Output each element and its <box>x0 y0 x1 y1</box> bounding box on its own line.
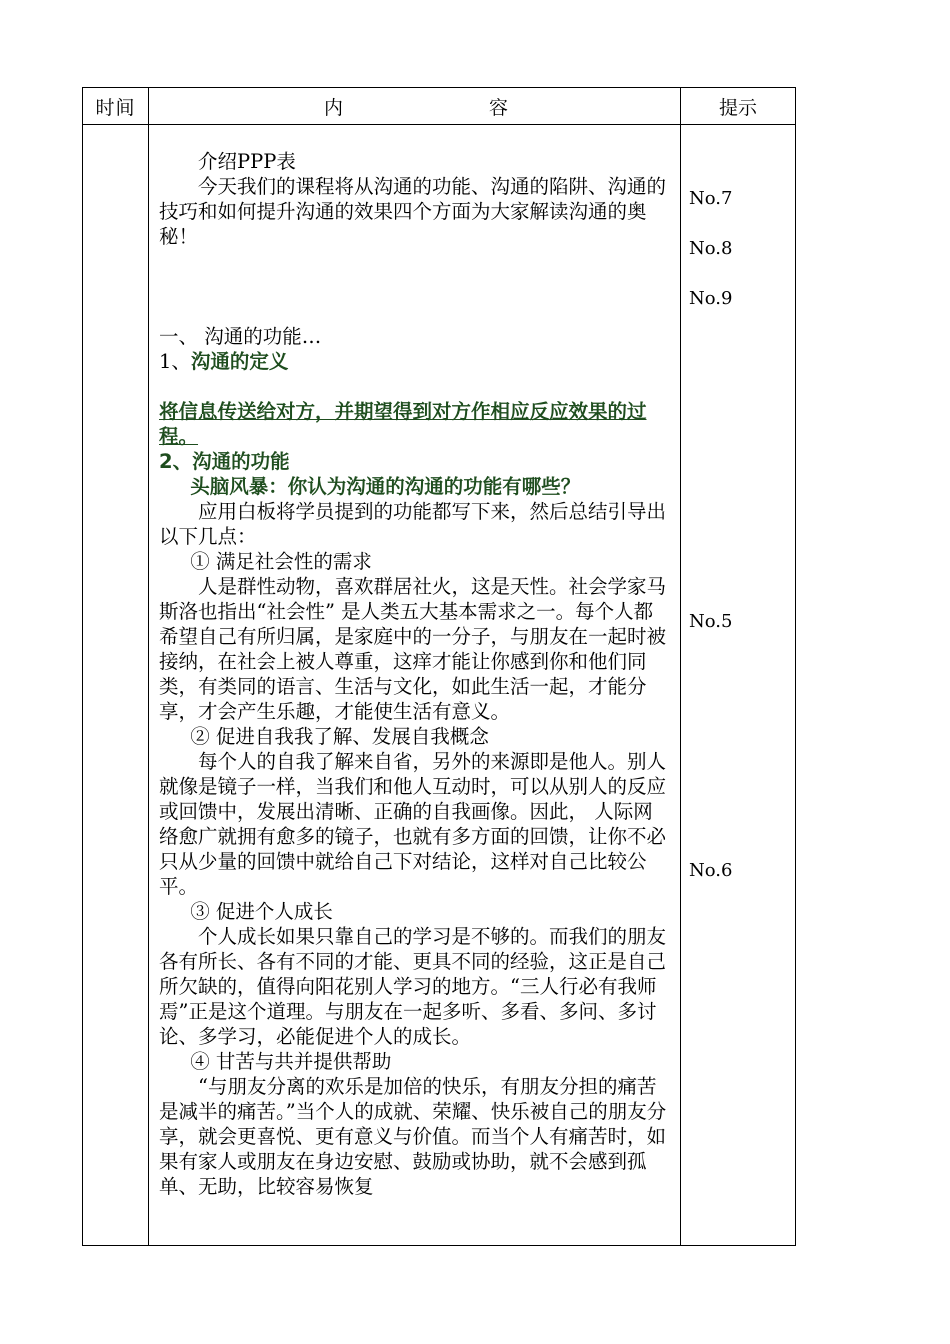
definition-heading: 1、沟通的定义 <box>159 350 289 373</box>
point-4-title: ④ 甘苦与共并提供帮助 <box>190 1050 392 1073</box>
hint-no-9: No.9 <box>689 288 733 309</box>
definition-title: 沟通的定义 <box>190 350 289 373</box>
header-content-left: 内 <box>324 96 344 119</box>
function-heading: 2、沟通的功能 <box>159 450 290 473</box>
time-cell <box>83 125 149 1246</box>
point-3-title: ③ 促进个人成长 <box>190 900 333 923</box>
content-cell <box>149 125 681 1246</box>
table-header-row <box>83 88 796 125</box>
header-time <box>83 88 149 125</box>
intro-text: 今天我们的课程将从沟通的功能、沟通的陷阱、沟通的技巧和如何提升沟通的效果四个方面为大家解读沟通的奥秘！ <box>159 175 667 248</box>
header-content <box>149 88 681 125</box>
point-1-text: 人是群性动物，喜欢群居社火，这是天性。社会学家马斯洛也指出“社会性” 是人类五大基本需求之一。每个人都希望自己有所归属，是家庭中的一分子，与朋友在一起时被接纳，在社会上被人尊重，这痒才能让你感到你和他们同类，有类同的语言、生活与文化，如此生活一起，才能分享，才会产生乐趣，才能使生活有意义。 <box>159 575 667 723</box>
header-hint <box>681 88 796 125</box>
point-2-text: 每个人的自我了解来自省，另外的来源即是他人。别人就像是镜子一样，当我们和他人互动时，可以从别人的反应或回馈中，发展出清晰、正确的自我画像。因此， 人际网络愈广就拥有愈多的镜子，也就有多方面的回馈，让你不必只从少量的回馈中就给自己下对结论，这样对自己比较公平。 <box>159 750 667 898</box>
intro-line: 介绍PPP表 <box>198 150 296 173</box>
table-body-row <box>83 125 796 1246</box>
hint-no-5: No.5 <box>689 611 733 632</box>
point-3-text: 个人成长如果只靠自己的学习是不够的。而我们的朋友各有所长、各有不同的才能、更具不同的经验，这正是自己所欠缺的，值得向阳花别人学习的地方。“三人行必有我师焉”正是这个道理。与朋友在一起多听、多看、多问、多讨论、多学习，必能促进个人的成长。 <box>159 925 667 1048</box>
hint-no-7: No.7 <box>689 188 733 209</box>
whiteboard-instruction: 应用白板将学员提到的功能都写下来，然后总结引导出以下几点： <box>159 500 667 548</box>
header-hint-label: 提示 <box>718 96 757 119</box>
point-2-title: ② 促进自我我了解、发展自我概念 <box>190 725 489 748</box>
hint-no-6: No.6 <box>689 860 733 881</box>
section-title: 一、 沟通的功能… <box>159 325 322 348</box>
point-1-title: ① 满足社会性的需求 <box>190 550 372 573</box>
hint-no-8: No.8 <box>689 238 733 259</box>
point-4-text: “与朋友分离的欢乐是加倍的快乐，有朋友分担的痛苦是减半的痛苦。”当个人的成就、荣耀、快乐被自己的朋友分享，就会更喜悦、更有意义与价值。而当个人有痛苦时，如果有家人或朋友在身边安慰、鼓励或协助，就不会感到孤单、无助，比较容易恢复 <box>159 1075 667 1198</box>
brainstorm-question: 头脑风暴：你认为沟通的沟通的功能有哪些？ <box>190 475 581 498</box>
hint-cell <box>681 125 796 1246</box>
definition-text: 将信息传送给对方，并期望得到对方作相应反应效果的过程。 <box>159 400 647 448</box>
header-time-label: 时间 <box>95 96 136 119</box>
header-content-right: 容 <box>488 96 508 119</box>
lesson-table <box>82 87 796 1246</box>
